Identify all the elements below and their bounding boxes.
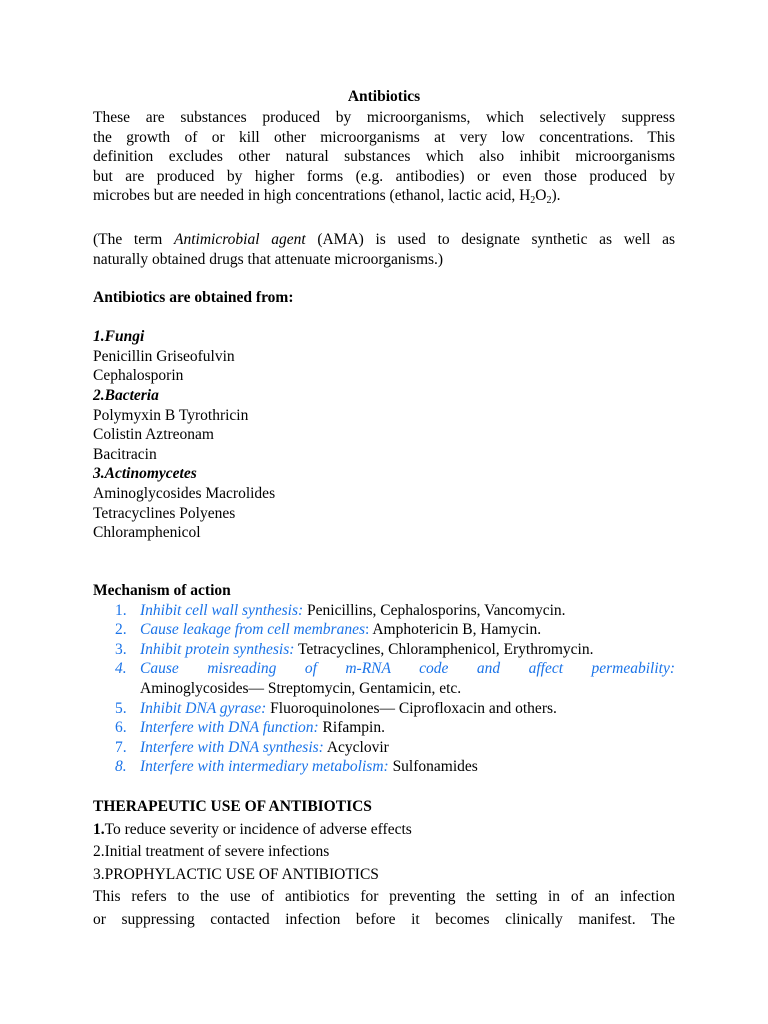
ama-text: (AMA) is used to designate synthetic as well as: [305, 230, 675, 248]
intro-line: definition excludes other natural substances which also inhibit microorganisms: [93, 148, 675, 166]
source-item: Chloramphenicol: [93, 524, 201, 542]
mechanism-drugs: Fluoroquinolones— Ciprofloxacin and others.: [266, 699, 557, 717]
mechanism-item: [93, 718, 675, 738]
mechanism-item: [93, 601, 675, 621]
mechanism-item: [93, 659, 675, 698]
intro-line-last: [93, 186, 675, 211]
mechanism-heading: Mechanism of action: [93, 581, 231, 599]
ama-line: naturally obtained drugs that attenuate microorganisms.): [93, 250, 444, 268]
intro-text: ).: [551, 187, 561, 205]
mechanism-item: [93, 620, 675, 640]
sources-list: [93, 327, 675, 543]
mechanism-label: Inhibit DNA gyrase:: [140, 699, 267, 717]
page-title: Antibiotics: [347, 88, 421, 105]
subscript: 2: [530, 195, 536, 207]
intro-line: the growth of or kill other microorganisms at very low concentrations. This: [93, 128, 675, 146]
mechanism-label: Cause leakage from cell membranes: [140, 621, 365, 639]
prophylactic-line: This refers to the use of antibiotics for preventing the setting in of an infection: [93, 888, 675, 906]
intro-text: microbes but are needed in high concentrations (ethanol, lactic acid, H: [93, 187, 531, 205]
ama-term: Antimicrobial agent: [174, 230, 306, 248]
document-page: [93, 86, 675, 931]
intro-line: but are produced by higher forms (e.g. antibodies) or even those produced by: [93, 167, 675, 185]
mechanism-drugs: Rifampin.: [318, 719, 385, 737]
list-number: 6.: [115, 719, 127, 737]
therapeutic-heading: THERAPEUTIC USE OF ANTIBIOTICS: [93, 798, 372, 816]
source-item: Aminoglycosides Macrolides: [93, 484, 276, 502]
mechanism-colon: :: [365, 621, 370, 639]
list-number: 4.: [115, 660, 127, 678]
mechanism-label: Interfere with DNA function:: [140, 719, 319, 737]
list-number: 7.: [115, 738, 127, 756]
mechanism-drugs: Acyclovir: [323, 738, 389, 756]
list-number: 3.: [115, 640, 127, 658]
therapeutic-item: 2.Initial treatment of severe infections: [93, 843, 330, 861]
sources-heading: Antibiotics are obtained from:: [93, 289, 294, 307]
subscript: 2: [546, 195, 552, 207]
list-number: 1.: [115, 601, 127, 619]
mechanism-label: Inhibit protein synthesis:: [140, 640, 295, 658]
mechanism-drugs: Amphotericin B, Hamycin.: [369, 621, 542, 639]
mechanism-label: Interfere with DNA synthesis:: [140, 738, 324, 756]
source-item: Tetracyclines Polyenes: [93, 504, 236, 522]
source-item: Cephalosporin: [93, 367, 184, 385]
source-item: Polymyxin B Tyrothricin: [93, 406, 249, 424]
source-item: Colistin Aztreonam: [93, 426, 214, 444]
mechanism-drugs: Sulfonamides: [388, 758, 478, 776]
source-group-label: 1.Fungi: [93, 328, 145, 346]
ama-line: [93, 230, 675, 250]
ama-text: (The term: [93, 230, 175, 248]
source-item: Bacitracin: [93, 445, 157, 463]
prophylactic-line: or suppressing contacted infection before it becomes clinically manifest. The: [93, 910, 675, 928]
mechanism-label: Interfere with intermediary metabolism:: [140, 758, 389, 776]
list-number: 1.: [93, 820, 105, 838]
prophylactic-heading: 3.PROPHYLACTIC USE OF ANTIBIOTICS: [93, 865, 379, 883]
ama-paragraph: [93, 230, 675, 269]
mechanism-drugs: Aminoglycosides— Streptomycin, Gentamicin, etc.: [140, 680, 462, 698]
mechanism-list: [93, 601, 675, 777]
list-number: 8.: [115, 758, 127, 776]
mechanism-item: [93, 738, 675, 758]
mechanism-drugs: Penicillins, Cephalosporins, Vancomycin.: [303, 601, 566, 619]
mechanism-label: Cause misreading of m-RNA code and affect permeability:: [140, 660, 675, 678]
mechanism-label: Inhibit cell wall synthesis:: [140, 601, 304, 619]
intro-text: O: [535, 187, 547, 205]
source-group-label: 2.Bacteria: [93, 386, 159, 404]
mechanism-item: [93, 699, 675, 719]
mechanism-drugs: Tetracyclines, Chloramphenicol, Erythromycin.: [294, 640, 594, 658]
intro-line: These are substances produced by microorganisms, which selectively suppress: [93, 109, 675, 126]
source-group-label: 3.Actinomycetes: [93, 465, 197, 483]
list-number: 2.: [115, 621, 127, 639]
mechanism-item: [93, 757, 675, 777]
mechanism-item: [93, 640, 675, 660]
source-item: Penicillin Griseofulvin: [93, 347, 235, 365]
therapeutic-item: [93, 819, 675, 842]
list-number: 5.: [115, 699, 127, 717]
intro-paragraph: [93, 108, 675, 211]
prophylactic-paragraph: [93, 886, 675, 931]
therapeutic-text: To reduce severity or incidence of adverse effects: [104, 820, 412, 838]
